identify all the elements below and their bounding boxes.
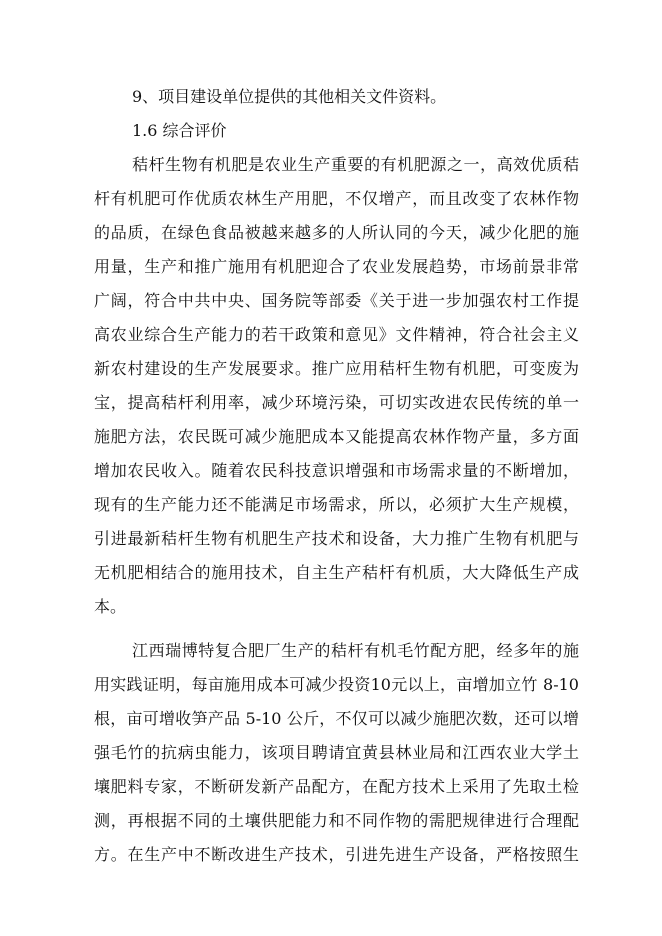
- list-item-9: 9、项目建设单位提供的其他相关文件资料。: [132, 87, 447, 106]
- paragraph-1-line-14: 本。: [94, 597, 127, 616]
- paragraph-1-line-5: 广阔，符合中共中央、国务院等部委《关于进一步加强农村工作提: [94, 291, 579, 310]
- paragraph-1-line-6: 高农业综合生产能力的若干政策和意见》文件精神，符合社会主义: [94, 325, 579, 344]
- paragraph-1-line-9: 施肥方法，农民既可减少施肥成本又能提高农林作物产量，多方面: [94, 427, 579, 446]
- paragraph-2-line-5: 壤肥料专家，不断研发新产品配方，在配方技术上采用了先取土检: [94, 777, 579, 796]
- paragraph-1-line-3: 的品质，在绿色食品被越来越多的人所认同的今天，减少化肥的施: [94, 223, 579, 242]
- section-heading: 1.6 综合评价: [132, 121, 227, 140]
- paragraph-1-line-4: 用量，生产和推广施用有机肥迎合了农业发展趋势，市场前景非常: [94, 257, 579, 276]
- paragraph-2-line-7: 方。在生产中不断改进生产技术，引进先进生产设备，严格按照生: [94, 845, 579, 864]
- paragraph-2-line-6: 测，再根据不同的土壤供肥能力和不同作物的需肥规律进行合理配: [94, 811, 579, 830]
- paragraph-1-line-13: 无机肥相结合的施用技术，自主生产秸杆有机质，大大降低生产成: [94, 563, 579, 582]
- paragraph-1-line-2: 杆有机肥可作优质农林生产用肥，不仅增产，而且改变了农林作物: [94, 189, 579, 208]
- paragraph-1-line-8: 宝，提高秸杆利用率，减少环境污染，可切实改进农民传统的单一: [94, 393, 579, 412]
- paragraph-1-line-12: 引进最新秸杆生物有机肥生产技术和设备，大力推广生物有机肥与: [94, 529, 579, 548]
- paragraph-2-line-4: 强毛竹的抗病虫能力，该项目聘请宜黄县林业局和江西农业大学土: [94, 743, 579, 762]
- paragraph-1-line-7: 新农村建设的生产发展要求。推广应用秸杆生物有机肥，可变废为: [94, 359, 579, 378]
- paragraph-1-line-1: 秸杆生物有机肥是农业生产重要的有机肥源之一，高效优质秸: [132, 155, 579, 174]
- paragraph-2-line-3: 根，亩可增收笋产品 5-10 公斤，不仅可以减少施肥次数，还可以增: [94, 709, 579, 728]
- document-page: [94, 0, 579, 936]
- paragraph-1-line-11: 现有的生产能力还不能满足市场需求，所以，必须扩大生产规模，: [94, 495, 579, 514]
- paragraph-2-line-2: 用实践证明，每亩施用成本可减少投资10元以上，亩增加立竹 8-10: [94, 675, 579, 694]
- paragraph-1-line-10: 增加农民收入。随着农民科技意识增强和市场需求量的不断增加，: [94, 461, 579, 480]
- paragraph-2-line-1: 江西瑞博特复合肥厂生产的秸杆有机毛竹配方肥，经多年的施: [132, 641, 579, 660]
